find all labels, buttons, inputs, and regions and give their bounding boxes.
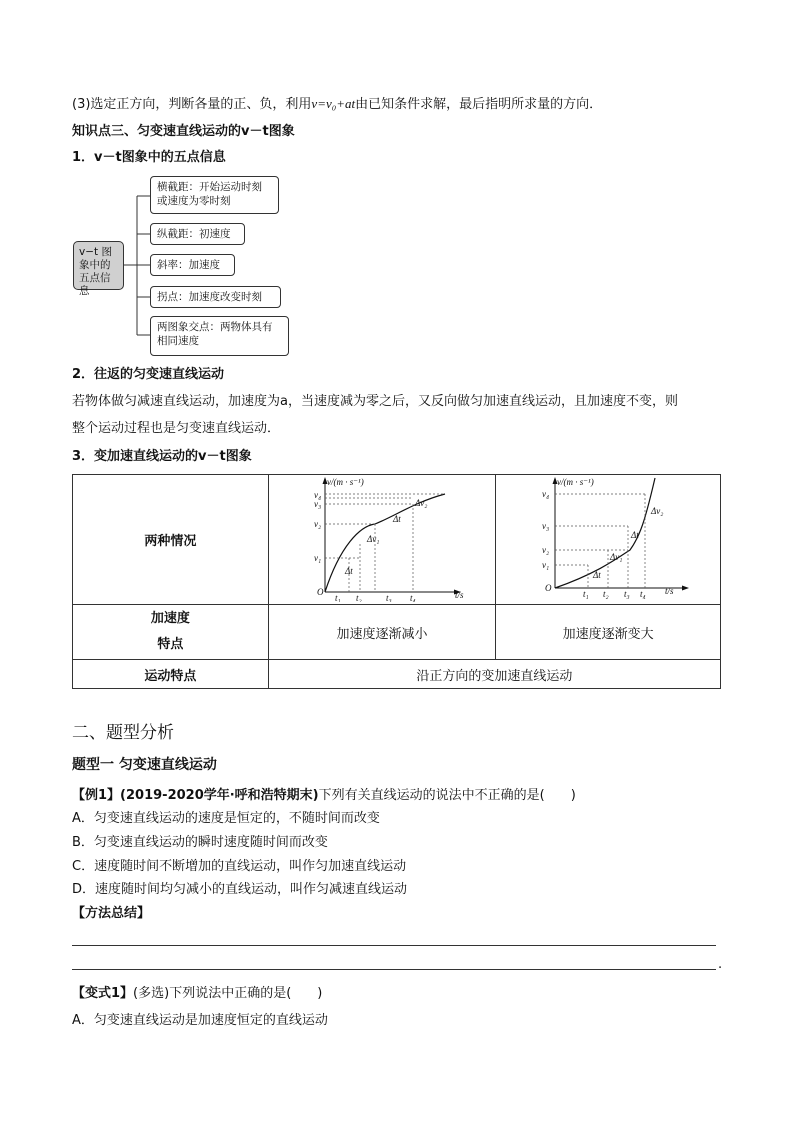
delta-t-label-1: Δt [345,566,353,576]
example1-question [72,787,576,805]
mindmap-node-horizontal-intercept: 横截距：开始运动时刻或速度为零时刻 [150,176,279,214]
origin-label: O [317,587,324,597]
mindmap-root: v−t 图象中的五点信息 [73,241,124,290]
v4-label: v₄ [314,490,322,500]
mindmap-node-slope: 斜率：加速度 [150,254,235,276]
delta-v1-label: Δv₁ [610,552,623,562]
delta-v1-label: Δv₁ [367,534,380,544]
t4-label: t₄ [640,589,646,599]
row1-label: 两种情况 [73,475,269,605]
v4-label: v₄ [542,489,550,499]
graph-decreasing-acceleration [305,476,485,602]
part2-heading: 二、题型分析 [72,723,174,743]
sub2-text-line2: 整个运动过程也是匀变速直线运动． [72,421,281,436]
row2-label-line2: 特点 [157,637,184,652]
type1-title: 题型一 匀变速直线运动 [72,757,217,773]
variation1-question [72,985,322,1003]
method-summary-label: 【方法总结】 [72,906,151,921]
row3-value: 沿正方向的变加速直线运动 [268,660,720,689]
t1-label: t₁ [335,593,341,602]
example1-tag: 【例1】 [72,788,121,803]
row2-label [73,605,269,660]
velocity-curve [555,478,655,588]
delta-v2-label: Δv₂ [651,506,664,516]
t2-label: t₂ [603,589,609,599]
t2-label: t₂ [356,593,362,602]
y-axis-label: v/(m · s⁻¹) [557,477,594,487]
mindmap-node-inflection: 拐点：加速度改变时刻 [150,286,281,308]
example1-option-b: B．匀变速直线运动的瞬时速度随时间而改变 [72,835,328,850]
answer-line-2 [72,969,716,970]
x-axis-arrow [682,586,689,591]
v1-label: v₁ [314,553,322,563]
v2-label: v₂ [542,545,550,555]
t4-label: t₄ [410,593,416,602]
mindmap-node-vertical-intercept: 纵截距：初速度 [150,223,245,245]
mindmap-connectors [0,0,794,380]
delta-t-label-2: Δt [393,514,401,524]
velocity-curve [325,494,445,592]
origin-label: O [545,583,552,593]
v3-label: v₃ [314,499,322,509]
row2-left-value: 加速度逐渐减小 [268,605,496,660]
row2-label-line1: 加速度 [150,611,190,626]
row2-right-value: 加速度逐渐变大 [496,605,721,660]
example1-text: 下列有关直线运动的说法中不正确的是( ) [318,788,576,803]
sub3-title: 3．变加速直线运动的v－t图象 [72,449,252,464]
delta-v2-label: Δv₂ [415,498,428,508]
t3-label: t₃ [624,589,630,599]
intro-text-pre: (3)选定正方向，判断各量的正、负，利用 [72,97,312,112]
x-axis-label: t/s [665,586,674,596]
v3-label: v₃ [542,521,550,531]
example1-option-d: D．速度随时间均匀减小的直线运动，叫作匀减速直线运动 [72,882,408,897]
sub2-text-line1: 若物体做匀减速直线运动，加速度为a，当速度减为零之后，又反向做匀加速直线运动，且加速度不变，则 [72,394,678,409]
sub1-title: 1．v－t图象中的五点信息 [72,150,226,165]
variation1-option-a: A．匀变速直线运动是加速度恒定的直线运动 [72,1013,328,1028]
variation1-tag: 【变式1】 [72,986,134,1001]
graph-increasing-acceleration [535,476,715,602]
sub2-title: 2．往返的匀变速直线运动 [72,367,225,382]
delta-t-label-1: Δt [593,570,601,580]
mindmap-node-intersection: 两图象交点：两物体具有相同速度 [150,316,289,356]
v2-label: v₂ [314,519,322,529]
x-axis-label: t/s [455,590,464,600]
intro-text-post: 由已知条件求解，最后指明所求量的方向． [355,97,603,112]
example1-option-c: C．速度随时间不断增加的直线运动，叫作匀加速直线运动 [72,859,407,874]
variation1-text: (多选)下列说法中正确的是( ) [133,986,323,1001]
v1-label: v₁ [542,560,550,570]
delta-t-label-2: Δt [631,530,639,540]
intro-formula: v=v₀+at [311,96,356,111]
example1-source: (2019-2020学年·呼和浩特期末) [120,788,319,803]
section3-title: 知识点三、匀变速直线运动的v－t图象 [72,124,295,139]
answer-line-end-period: . [718,957,723,972]
t3-label: t₃ [386,593,392,602]
y-axis-label: v/(m · s⁻¹) [327,477,364,487]
t1-label: t₁ [583,589,589,599]
example1-option-a: A．匀变速直线运动的速度是恒定的，不随时间而改变 [72,811,380,826]
row3-label: 运动特点 [73,660,269,689]
answer-line-1 [72,945,716,946]
